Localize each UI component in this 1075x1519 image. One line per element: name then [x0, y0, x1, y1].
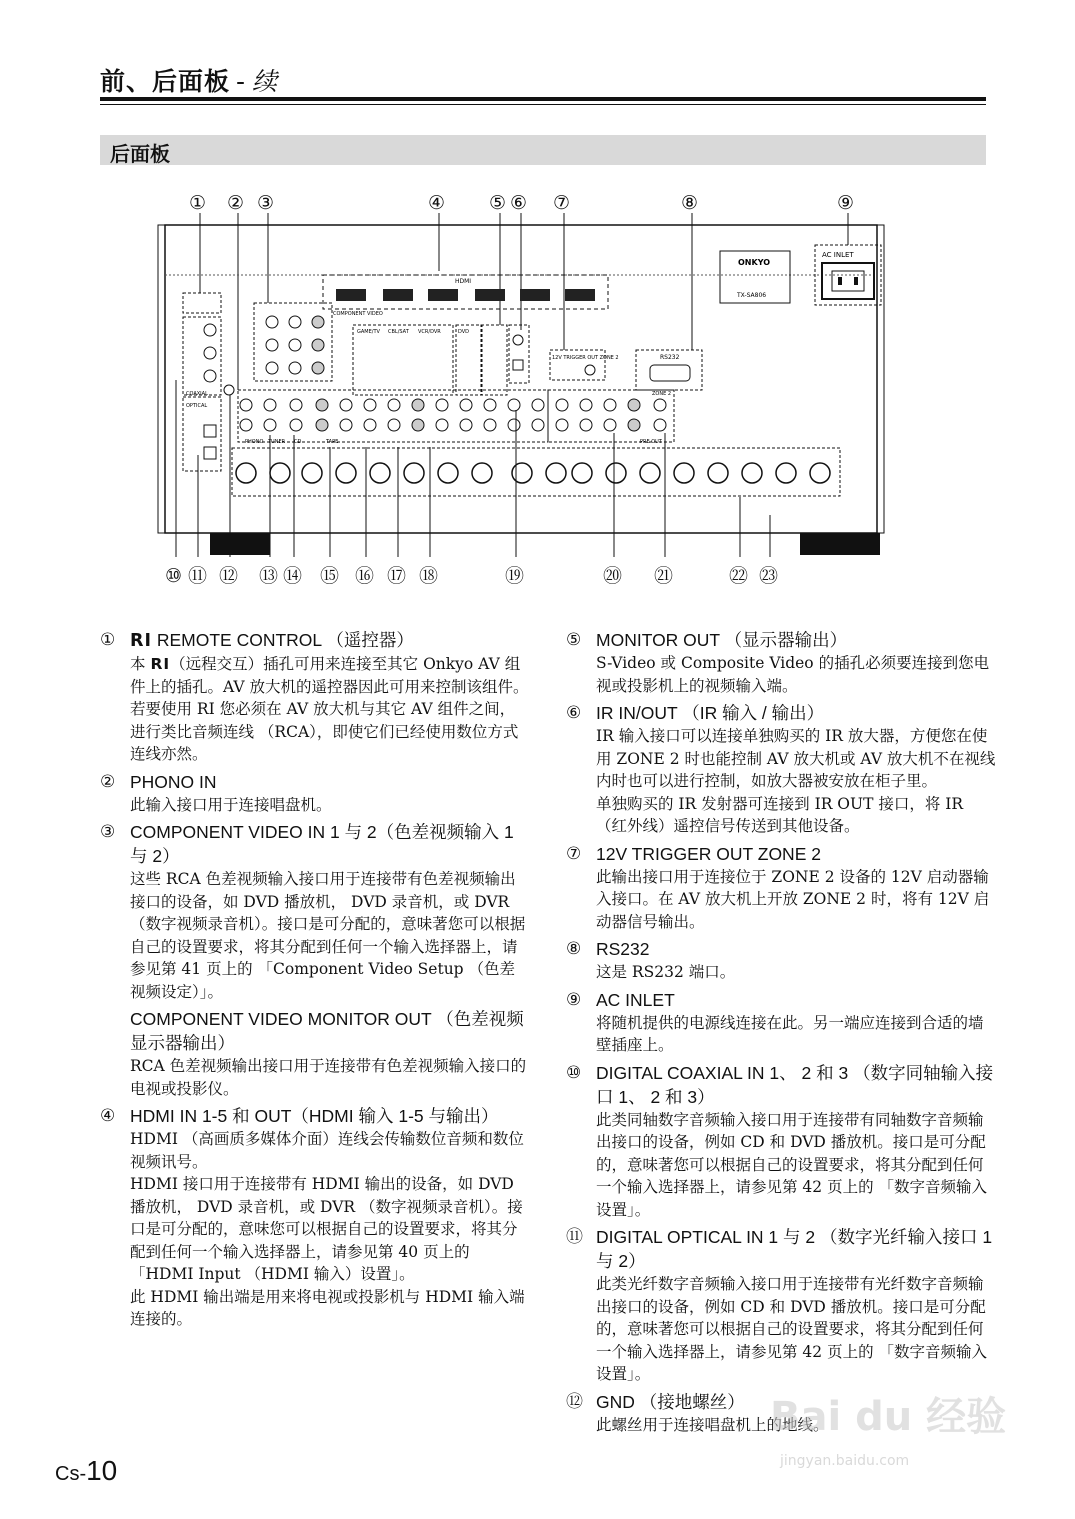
model-name: TX-SA806 — [737, 292, 767, 299]
brand-name: ONKYO — [738, 258, 771, 267]
item-number: ④ — [100, 1106, 116, 1126]
item-title: RS232 — [596, 939, 650, 959]
item-title: REMOTE CONTROL （遥控器） — [152, 630, 414, 650]
callout-4: ④ — [428, 192, 446, 214]
item-body: 此类同轴数字音频输入接口用于连接带有同轴数字音频输出接口的设备，例如 CD 和 DVD 播放机。接口是可分配的，意味著您可以根据自己的设置要求，将其分配到任何一个输入选择器上，请参见第 42 页上的 「数字音频输入设置」。 — [596, 1110, 988, 1219]
page-number — [55, 1455, 117, 1487]
item-body: S-Video 或 Composite Video 的插孔必须要连接到您电视或投影机上的视频输入端。 — [596, 654, 990, 695]
dvd-label: DVD — [458, 329, 470, 335]
callout-6: ⑥ — [510, 192, 528, 214]
item-title: AC INLET — [596, 989, 675, 1010]
item-rs232 — [566, 937, 996, 984]
callout-23: ㉓ — [759, 565, 779, 587]
item-number: ⑤ — [566, 630, 582, 650]
item-heading — [566, 701, 996, 725]
item-number: ⑦ — [566, 843, 582, 864]
item-body: 这些 RCA 色差视频输入接口用于连接带有色差视频输出接口的设备，如 DVD 播放机， DVD 录音机，或 DVR （数字视频录音机）。接口是可分配的，意味著您可以根据自己的设置要求，将其分配到任何一个输入选择器上，请参见第 41 页上的 「Component Video Setup （色差视频设定）」。 — [130, 870, 526, 1001]
item-title: PHONO IN — [130, 771, 217, 792]
header-title-text: 前、后面板 — [100, 67, 231, 96]
sub-body: RCA 色差视频输出接口用于连接带有色差视频输入接口的电视或投影仪。 — [130, 1057, 527, 1098]
ac-inlet — [815, 245, 881, 305]
callout-19: ⑲ — [505, 565, 525, 587]
item-number: ⑨ — [566, 989, 582, 1010]
cd-label: CD — [294, 439, 302, 445]
item-number: ⑧ — [566, 939, 582, 959]
left-jack-column — [183, 293, 234, 471]
item-title: GND （接地螺丝） — [596, 1391, 745, 1412]
section-title: 后面板 — [110, 142, 170, 166]
callout-20: ⑳ — [603, 565, 623, 587]
right-column — [566, 628, 996, 1440]
callout-21: ㉑ — [654, 565, 674, 587]
item-number: ⑥ — [566, 703, 582, 723]
item-number: ② — [100, 771, 116, 792]
tape-label: TAPE — [326, 439, 339, 445]
callout-1: ① — [189, 192, 207, 214]
component-video-block — [254, 303, 383, 381]
top-callouts — [189, 192, 854, 214]
item-digital-optical — [566, 1225, 996, 1386]
item-heading — [566, 842, 996, 866]
item-heading — [566, 628, 996, 652]
ac-inlet-label: AC INLET — [822, 251, 854, 259]
pre-out-label: PRE OUT — [640, 439, 662, 445]
zone2-label: ZONE 2 — [652, 391, 672, 397]
item-heading — [100, 820, 530, 868]
watermark-url: jingyan.baidu.com — [780, 1453, 910, 1469]
item-heading — [100, 628, 530, 653]
rs232-port — [636, 350, 702, 390]
cbl-sat-label: CBL/SAT — [388, 329, 409, 335]
item-body: 此输入接口用于连接唱盘机。 — [130, 795, 332, 814]
brand-plate — [720, 251, 790, 303]
phono-label: PHONO — [245, 439, 264, 445]
ri-logo: RI — [130, 631, 152, 651]
callout-10: ⑩ — [165, 565, 183, 587]
header-rule-thin — [100, 104, 986, 105]
rear-panel-diagram — [0, 185, 1075, 595]
baidu-watermark — [770, 1380, 1030, 1490]
item-ir-in-out — [566, 701, 996, 838]
trigger-label: 12V TRIGGER OUT ZONE 2 — [552, 355, 619, 361]
tuner-label: TUNER — [268, 439, 286, 445]
item-heading — [566, 1061, 996, 1109]
trigger-port — [550, 350, 619, 380]
body-prefix: 本 — [130, 655, 151, 673]
item-body: 此输出接口用于连接位于 ZONE 2 设备的 12V 启动器输入接口。在 AV 放大机上开放 ZONE 2 时，将有 12V 启动器信号输出。 — [596, 867, 990, 931]
callout-22: ㉒ — [729, 565, 749, 587]
vcr-dvr-label: VCR/DVR — [418, 329, 441, 335]
hdmi-label: HDMI — [455, 278, 472, 285]
item-title: COMPONENT VIDEO IN 1 与 2（色差视频输入 1 与 2） — [130, 822, 514, 866]
rs232-label: RS232 — [660, 354, 680, 361]
callout-16: ⑯ — [355, 565, 375, 587]
callout-13: ⑬ — [259, 565, 279, 587]
item-heading — [100, 770, 530, 794]
rear-panel-figure — [0, 185, 1075, 595]
page-number-value: 10 — [86, 1455, 118, 1486]
item-heading — [566, 1225, 996, 1273]
item-title: DIGITAL COAXIAL IN 1、 2 和 3 （数字同轴输入接口 1、 2 和 3） — [596, 1062, 994, 1107]
item-hdmi — [100, 1104, 530, 1331]
item-body-2: 单独购买的 IR 发射器可连接到 IR OUT 接口，将 IR （红外线）遥控信号传送到其他设备。 — [596, 794, 964, 835]
item-phono-in — [100, 770, 530, 817]
header-rule-thick — [100, 97, 986, 101]
page-prefix: Cs- — [55, 1463, 87, 1485]
item-number: ⑫ — [566, 1391, 583, 1412]
speaker-terminals — [232, 448, 840, 496]
callout-15: ⑮ — [320, 565, 340, 587]
left-column — [100, 628, 530, 1335]
item-heading — [566, 937, 996, 961]
header-separator: - — [236, 67, 247, 96]
hdmi-section — [323, 275, 608, 309]
callout-5: ⑤ — [489, 192, 507, 214]
coaxial-label: COAXIAL — [186, 391, 208, 397]
bottom-callouts — [165, 565, 778, 587]
item-title: MONITOR OUT （显示器输出） — [596, 630, 848, 650]
item-ac-inlet — [566, 988, 996, 1057]
item-body-3: 此 HDMI 输出端是用来将电视或投影机与 HDMI 输入端连接的。 — [130, 1287, 525, 1328]
item-number: ③ — [100, 822, 116, 842]
page-header-title — [100, 62, 278, 98]
item-component-video — [100, 820, 530, 1100]
component-label: COMPONENT VIDEO — [333, 311, 383, 317]
callout-14: ⑭ — [283, 565, 303, 587]
item-title: 12V TRIGGER OUT ZONE 2 — [596, 843, 821, 864]
watermark-text: Bai du 经验 — [770, 1394, 1007, 1440]
section-bar — [100, 135, 986, 165]
item-number: ① — [100, 630, 116, 650]
item-body-2: HDMI 接口用于连接带有 HDMI 输出的设备，如 DVD 播放机， DVD 录音机，或 DVR （数字视频录音机）。接口是可分配的，意味您可以根据自己的设置要求，将其分配到任何一个输入选择器上，请参见第 40 页上的 「HDMI Input （HDMI 输入）设置」。 — [130, 1175, 523, 1283]
analog-inputs-row — [238, 390, 674, 445]
item-body — [100, 653, 530, 766]
callout-7: ⑦ — [553, 192, 571, 214]
item-body: HDMI （高画质多媒体介面）连线会传输数位音频和数位视频讯号。 — [130, 1130, 524, 1171]
item-title: HDMI IN 1-5 和 OUT（HDMI 输入 1-5 与输出） — [130, 1106, 499, 1126]
callout-17: ⑰ — [387, 565, 407, 587]
item-number: ⑩ — [566, 1062, 582, 1083]
item-body: 此类光纤数字音频输入接口用于连接带有光纤数字音频输出接口的设备，例如 CD 和 DVD 播放机。接口是可分配的，意味著您可以根据自己的设置要求，将其分配到任何一个输入选择器上，请参见第 42 页上的 「数字音频输入设置」。 — [596, 1275, 988, 1383]
item-body: 此螺丝用于连接唱盘机上的地线。 — [596, 1415, 829, 1434]
item-digital-coaxial — [566, 1061, 996, 1222]
item-body: 将随机提供的电源线连接在此。另一端应连接到合适的墙壁插座上。 — [596, 1013, 984, 1054]
watermark-graphic — [770, 1380, 1030, 1490]
item-heading — [566, 988, 996, 1012]
item-heading — [100, 1104, 530, 1128]
body-text: （远程交互）插孔可用来连接至其它 Onkyo AV 组件上的插孔。AV 放大机的遥控器因此可用来控制该组件。若要使用 RI 您必须在 AV 放大机与其它 AV 组件之间，进行类比音频连线 （RCA），即使它们已经使用数位方式连线亦然。 — [130, 655, 529, 763]
callout-12: ⑫ — [219, 565, 239, 587]
optical-label: OPTICAL — [186, 403, 208, 409]
callout-11: ⑪ — [188, 565, 208, 587]
ri-logo-inline: RI — [150, 655, 171, 673]
item-body: 这是 RS232 端口。 — [596, 963, 736, 981]
callout-9: ⑨ — [837, 192, 855, 214]
item-title: IR IN/OUT （IR 输入 / 输出） — [596, 703, 825, 723]
callout-3: ③ — [257, 192, 275, 214]
item-title: DIGITAL OPTICAL IN 1 与 2 （数字光纤输入接口 1 与 2） — [596, 1227, 993, 1271]
item-remote-control — [100, 628, 530, 766]
callout-2: ② — [227, 192, 245, 214]
item-number: ⑪ — [566, 1227, 583, 1247]
header-continued: 续 — [252, 67, 279, 96]
video-inputs-block — [353, 325, 529, 395]
callout-18: ⑱ — [419, 565, 439, 587]
item-body: IR 输入接口可以连接单独购买的 IR 放大器，方便您在使用 ZONE 2 时也能控制 AV 放大机或 AV 放大机不在视线内时也可以进行控制，如放大器被安放在柜子里。 — [596, 727, 996, 790]
top-leader-lines — [200, 213, 848, 390]
callout-8: ⑧ — [681, 192, 699, 214]
item-12v-trigger — [566, 842, 996, 934]
game-tv-label: GAME/TV — [357, 329, 380, 335]
sub-heading: COMPONENT VIDEO MONITOR OUT （色差视频显示器输出） — [130, 1009, 524, 1053]
item-monitor-out — [566, 628, 996, 697]
